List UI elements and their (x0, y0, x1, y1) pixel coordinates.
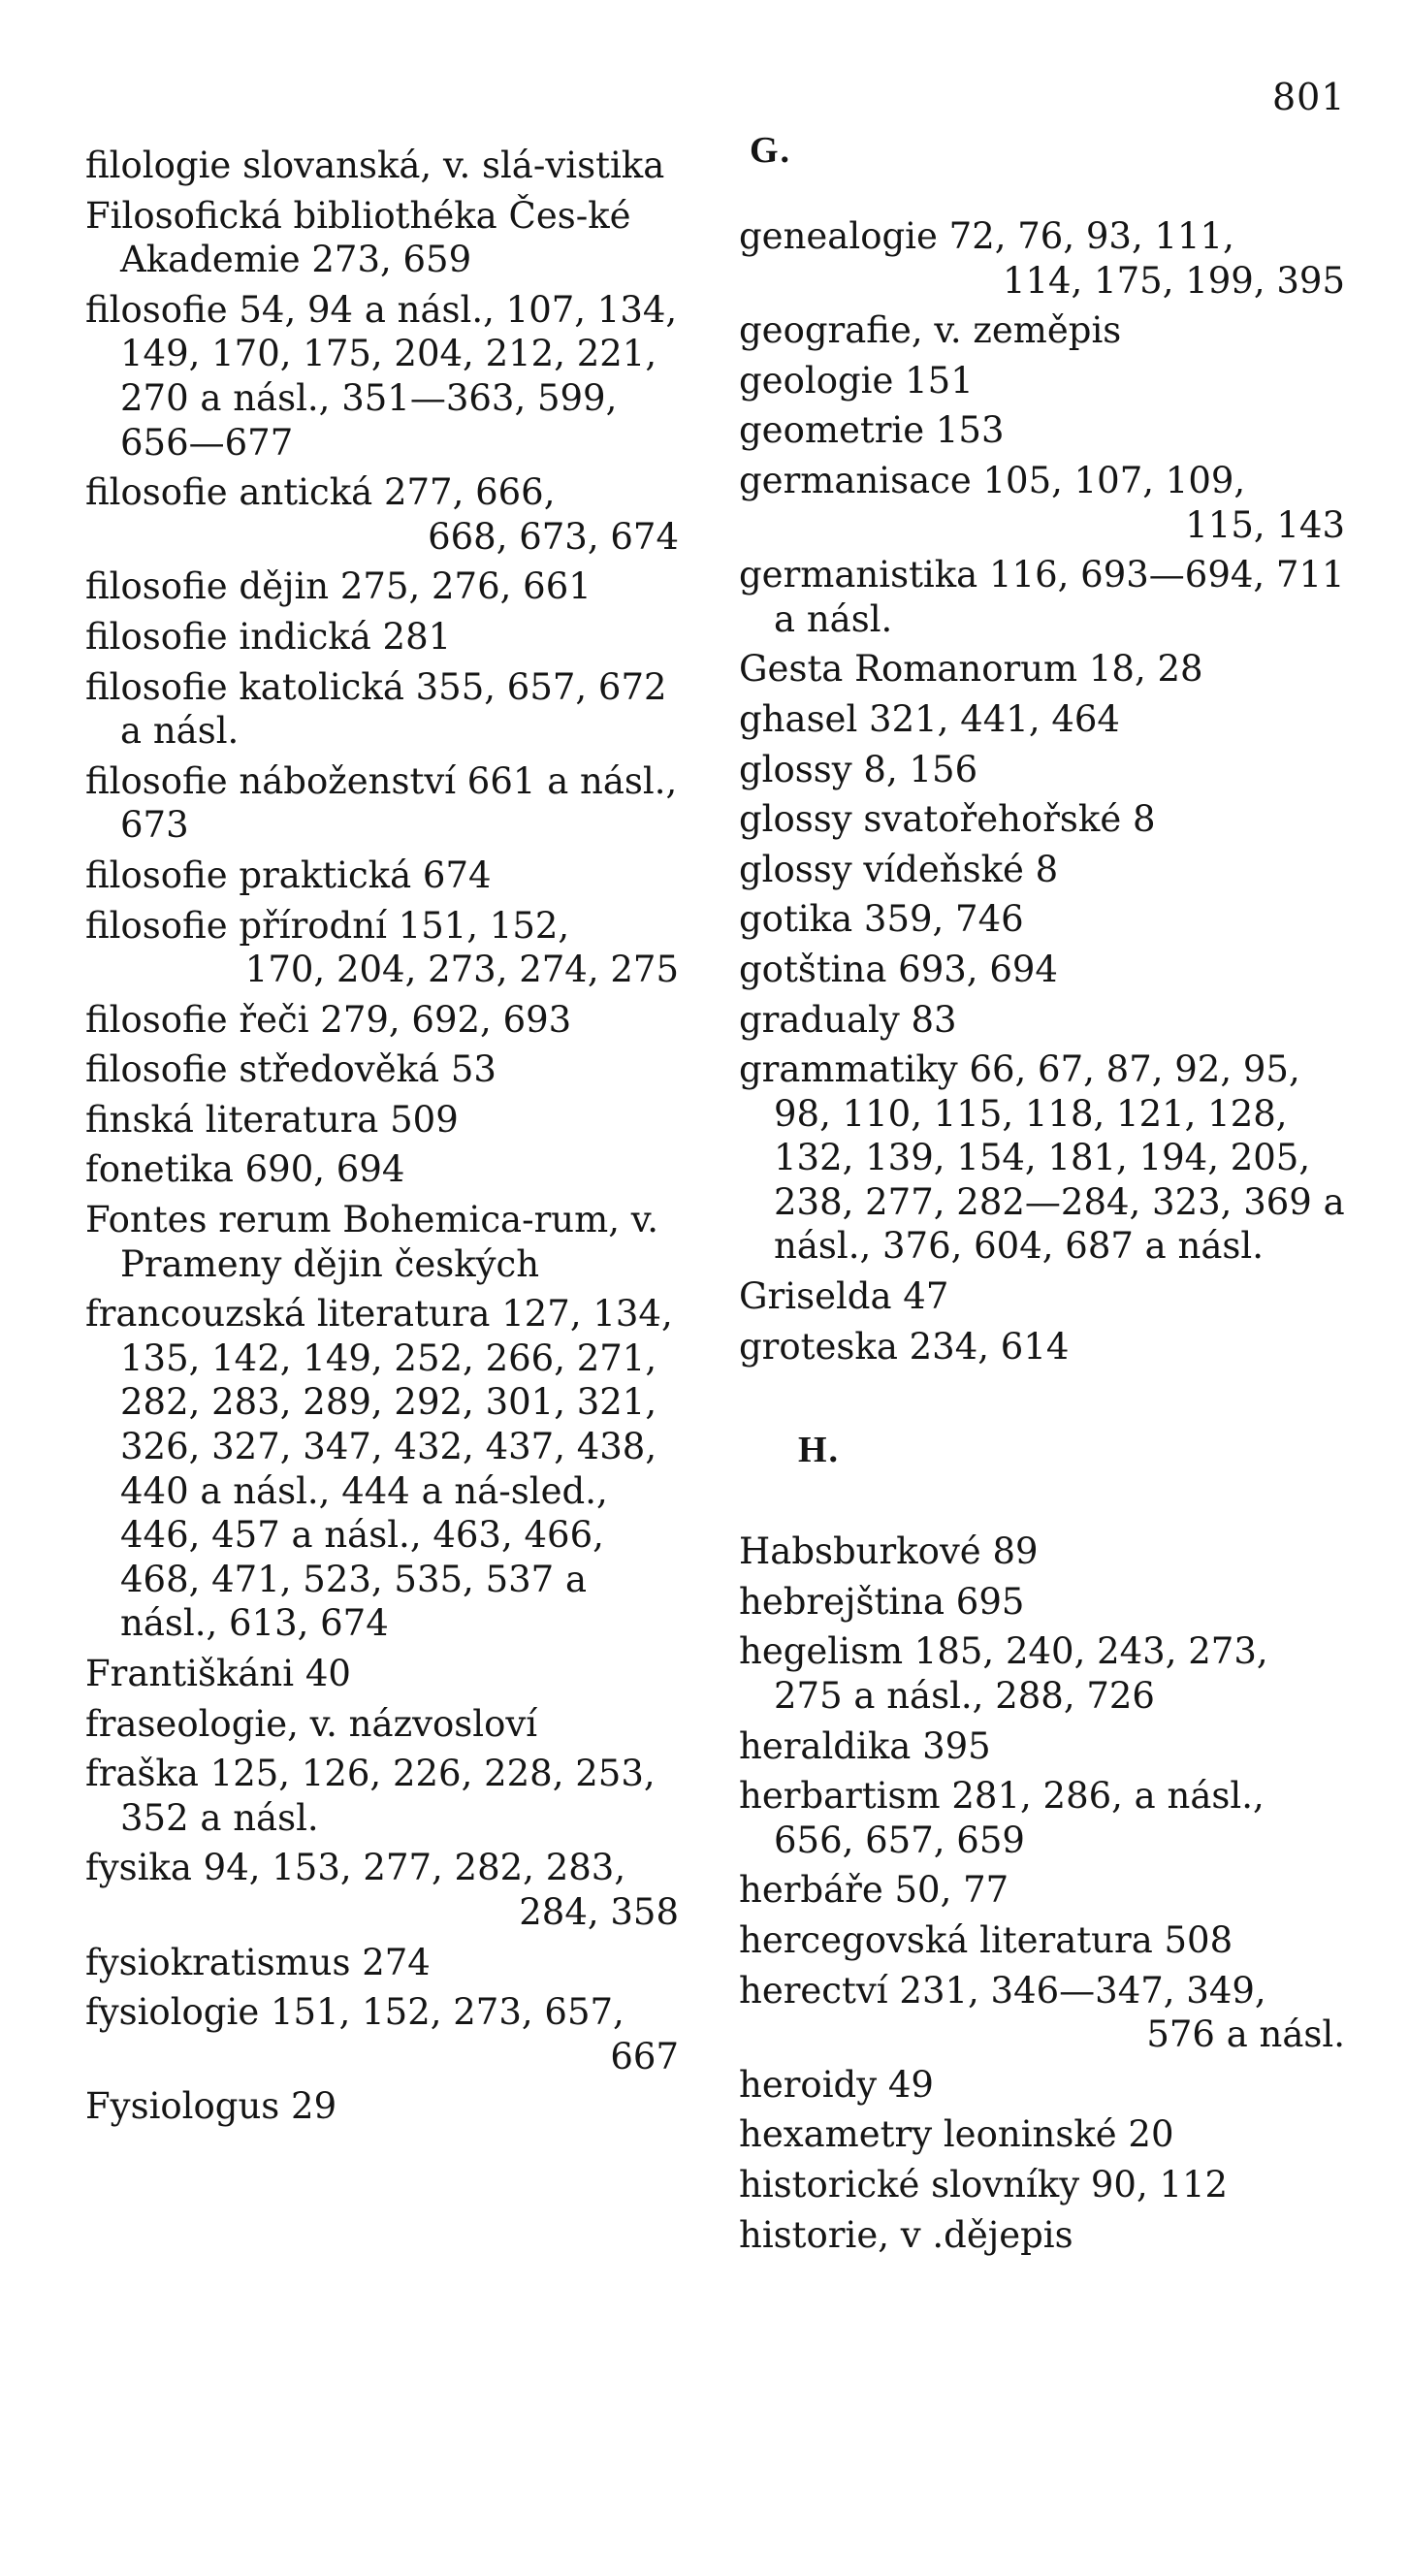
index-entry-text: Fontes rerum Bohemica-rum, v. Prameny dějin českých (85, 1199, 659, 1285)
index-entry (739, 697, 1345, 742)
index-entry (85, 1846, 679, 1934)
index-entry-text: Františkáni 40 (85, 1653, 351, 1694)
index-entry (739, 553, 1345, 641)
index-entry (739, 1868, 1345, 1913)
index-entry-text: heraldika 395 (739, 1724, 991, 1767)
index-entry-continuation: 170, 204, 273, 274, 275 (244, 949, 679, 991)
index-entry (739, 647, 1345, 692)
index-column-left (85, 144, 679, 2129)
index-entry-continuation: 668, 673, 674 (428, 515, 679, 558)
index-entry-text: heroidy 49 (739, 2063, 934, 2106)
index-entry (739, 1774, 1345, 1862)
index-entry-text: Griselda 47 (739, 1275, 949, 1318)
index-entry-text: filosofie přírodní 151, 152, (85, 904, 570, 947)
index-entry (739, 359, 1345, 403)
index-entry (85, 1652, 679, 1696)
index-entry-continuation: 667 (610, 2035, 679, 2077)
index-entry-text: filosofie 54, 94 a násl., 107, 134, 149, 170, 175, 204, 212, 221, 270 a násl., 351—363, 599, 656—677 (85, 288, 678, 464)
index-entry (85, 904, 679, 992)
index-entry-text: finská literatura 509 (85, 1098, 459, 1141)
section-h-entries (739, 1530, 1345, 2257)
section-letter-g: G. (749, 130, 792, 171)
index-entry-text: herbartism 281, 286, a násl., 656, 657, 659 (739, 1775, 1265, 1861)
index-entry-text: filosofie praktická 674 (85, 853, 492, 896)
index-entry (739, 1580, 1345, 1625)
index-entry-text: groteska 234, 614 (739, 1325, 1070, 1368)
index-entry-text: fysiologie 151, 152, 273, 657, (85, 1991, 624, 2034)
index-entry (85, 194, 679, 282)
index-entry-text: filosofie náboženství 661 a násl., 673 (85, 759, 678, 847)
index-entry (739, 1274, 1345, 1319)
index-entry (739, 848, 1345, 892)
index-entry-text: glossy 8, 156 (739, 748, 978, 790)
index-entry-text: gradualy 83 (739, 998, 957, 1041)
index-entry (739, 2112, 1345, 2157)
index-entry-text: hebrejština 695 (739, 1580, 1025, 1623)
index-entry-text: glossy vídeňské 8 (739, 848, 1059, 890)
index-entry-text: francouzská literatura 127, 134, 135, 142, 149, 252, 266, 271, 282, 283, 289, 292, 301, 321, 326, 327, 347, 432, 437, 438, 440 a násl., 444 a ná-sled., 446, 457 a násl., 463, 466, 468, 471, 523, 535, 537 a násl., 613, 674 (85, 1293, 673, 1645)
index-entry (85, 1098, 679, 1143)
index-entry (739, 308, 1345, 353)
index-entry (739, 1325, 1345, 1369)
index-entry (739, 1724, 1345, 1769)
index-entry-continuation: 576 a násl. (1146, 2013, 1345, 2056)
index-entry-text: grammatiky 66, 67, 87, 92, 95, 98, 110, 115, 118, 121, 128, 132, 139, 154, 181, 194, 205, 238, 277, 282—284, 323, 369 a násl., 376, 604, 687 a násl. (739, 1048, 1345, 1268)
index-entry (739, 797, 1345, 842)
index-entry (85, 1198, 679, 1286)
index-entry (739, 1530, 1345, 1574)
index-entry (85, 2084, 679, 2129)
index-column-right (739, 130, 1345, 2257)
index-entry (739, 2163, 1345, 2207)
index-entry (739, 748, 1345, 792)
section-letter-h: H. (797, 1430, 841, 1471)
index-entry-text: herbáře 50, 77 (739, 1869, 1009, 1912)
index-entry (85, 853, 679, 898)
index-entry (85, 1941, 679, 1985)
index-entry-text: fysika 94, 153, 277, 282, 283, (85, 1847, 626, 1889)
index-entry-text: filosofie indická 281 (85, 615, 452, 658)
index-entry (739, 1629, 1345, 1718)
index-entry-text: gotština 693, 694 (739, 948, 1058, 990)
index-entry (739, 2063, 1345, 2108)
index-entry-text: fraška 125, 126, 226, 228, 253, 352 a násl. (85, 1753, 656, 1839)
index-entry (739, 998, 1345, 1043)
index-entry (85, 288, 679, 465)
index-entry-text: fysiokratismus 274 (85, 1941, 431, 1983)
index-entry-text: geometrie 153 (739, 409, 1005, 452)
index-entry-text: geologie 151 (739, 359, 974, 402)
index-entry-text: hercegovská literatura 508 (739, 1919, 1233, 1961)
index-entry (85, 1047, 679, 1092)
page-number: 801 (1272, 76, 1346, 118)
index-entry-text: hegelism 185, 240, 243, 273, 275 a násl., 288, 726 (739, 1630, 1268, 1718)
index-entry (85, 615, 679, 660)
index-entry-text: glossy svatořehořské 8 (739, 798, 1156, 841)
index-entry-text: historické slovníky 90, 112 (739, 2163, 1229, 2206)
index-entry-text: filosofie řeči 279, 692, 693 (85, 998, 572, 1041)
index-entry (739, 1047, 1345, 1269)
index-entry-text: filosofie katolická 355, 657, 672 a násl. (85, 665, 667, 753)
index-entry (85, 564, 679, 609)
index-entry (739, 1969, 1345, 2057)
index-entry (85, 1702, 679, 1747)
index-entry-continuation: 115, 143 (1185, 503, 1345, 546)
index-entry-text: filosofie antická 277, 666, (85, 471, 556, 514)
index-entry (85, 665, 679, 754)
index-entry-text: Gesta Romanorum 18, 28 (739, 648, 1203, 691)
index-entry (739, 897, 1345, 942)
index-entry (739, 948, 1345, 992)
index-entry-text: germanisace 105, 107, 109, (739, 459, 1246, 501)
index-entry-text: geografie, v. zeměpis (739, 309, 1122, 352)
index-entry-text: Habsburkové 89 (739, 1530, 1039, 1573)
index-entry-text: Fysiologus 29 (85, 2085, 337, 2128)
index-entry-text: gotika 359, 746 (739, 898, 1024, 941)
index-entry (85, 1990, 679, 2078)
index-entry-text: herectví 231, 346—347, 349, (739, 1969, 1266, 2012)
index-entry (739, 1918, 1345, 1963)
index-entry-text: Filosofická bibliothéka Čes-ké Akademie 273, 659 (85, 194, 631, 281)
index-entry (739, 459, 1345, 547)
section-g-entries (739, 214, 1345, 1368)
index-entry-text: fraseologie, v. názvosloví (85, 1702, 538, 1745)
index-entry (85, 1752, 679, 1840)
index-entry (85, 470, 679, 559)
index-entry (739, 408, 1345, 453)
index-entry-text: filosofie středověká 53 (85, 1048, 496, 1091)
index-entry-text: hexametry leoninské 20 (739, 2113, 1174, 2156)
index-entry (739, 2213, 1345, 2258)
index-entry-text: germanistika 116, 693—694, 711 a násl. (739, 554, 1345, 640)
index-entry (85, 1147, 679, 1192)
index-entry-continuation: 114, 175, 199, 395 (1002, 259, 1345, 302)
index-entry-continuation: 284, 358 (519, 1890, 679, 1933)
index-entry-text: historie, v .dějepis (739, 2213, 1073, 2256)
index-entry-text: fonetika 690, 694 (85, 1148, 405, 1191)
index-entry (739, 214, 1345, 303)
index-entry (85, 998, 679, 1043)
index-entry-text: ghasel 321, 441, 464 (739, 697, 1120, 740)
index-entry-text: genealogie 72, 76, 93, 111, (739, 215, 1234, 257)
index-entry-text: filosofie dějin 275, 276, 661 (85, 565, 592, 608)
index-entry (85, 759, 679, 848)
index-entry-text: filologie slovanská, v. slá-vistika (85, 145, 665, 186)
